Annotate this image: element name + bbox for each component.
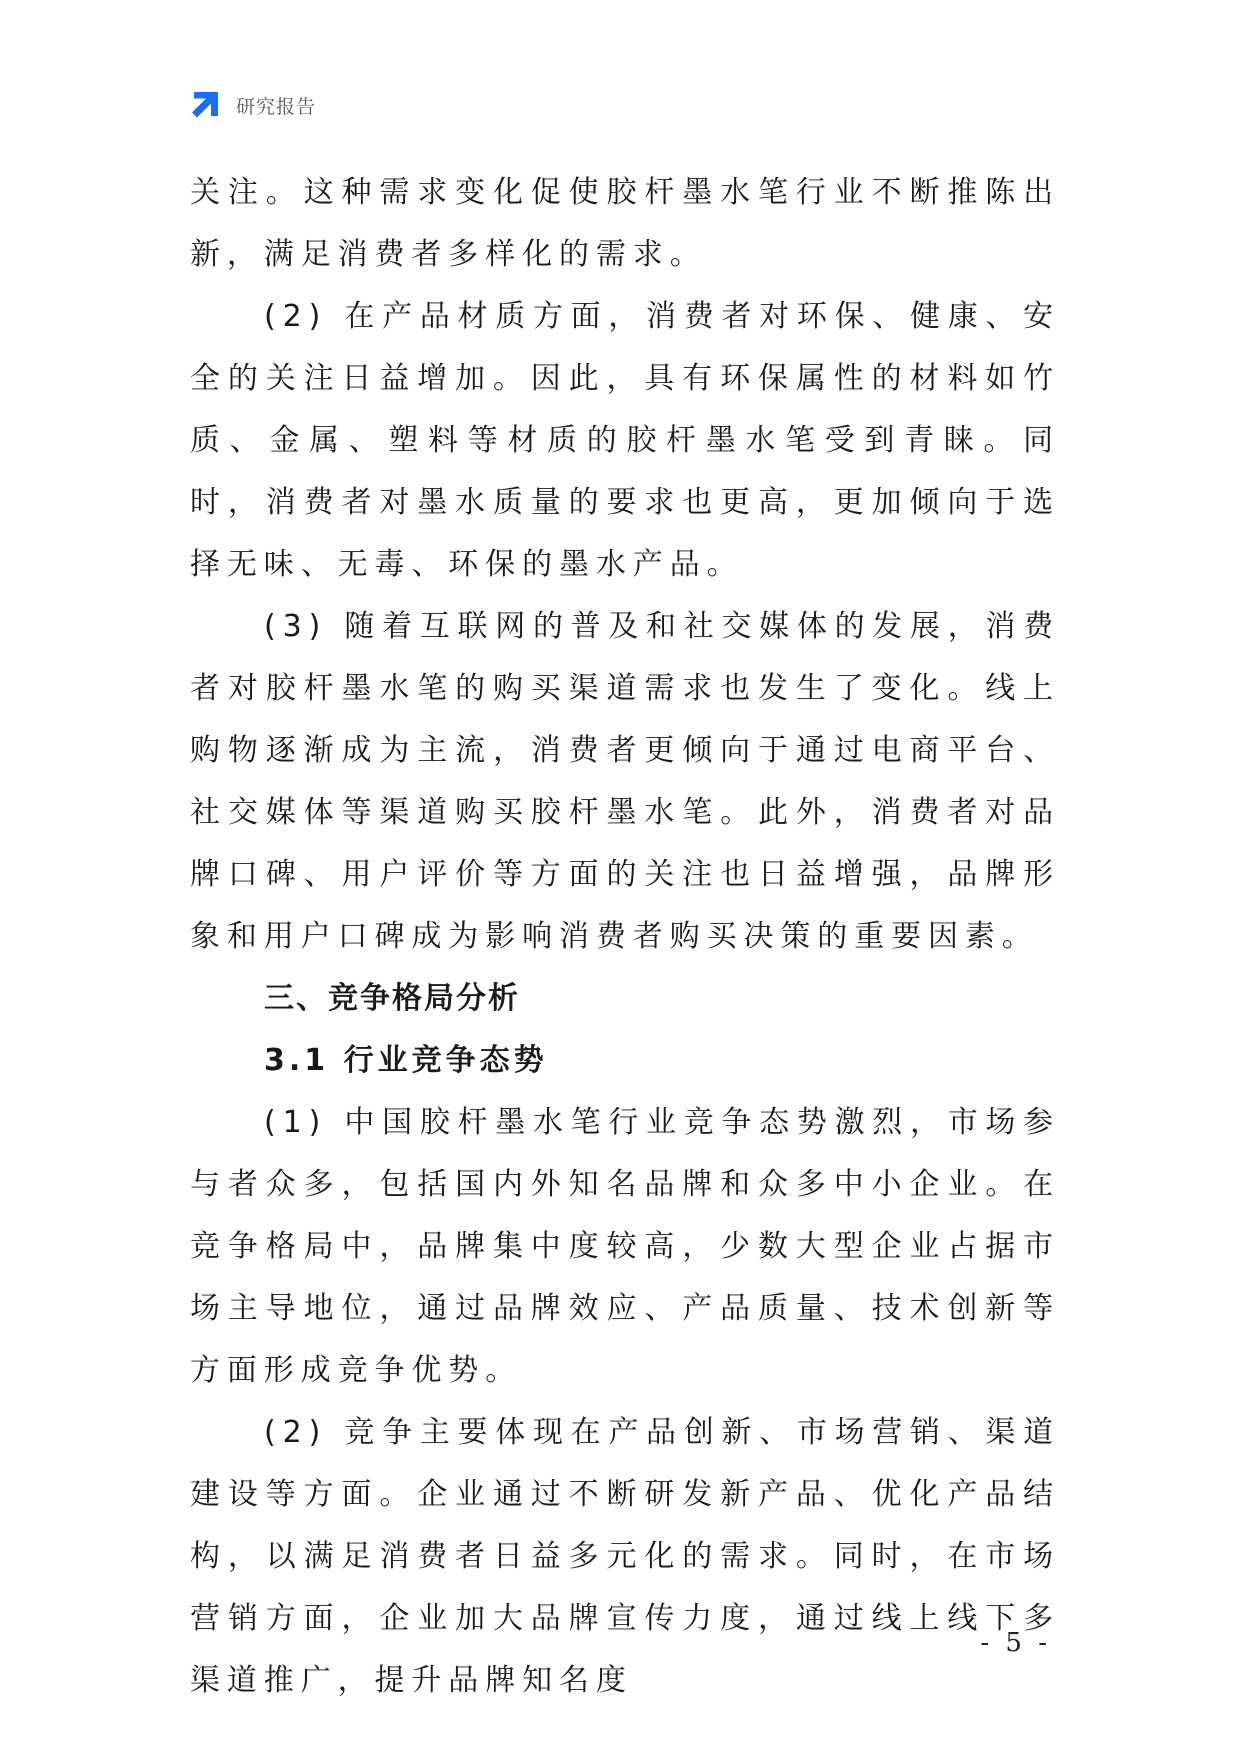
header-title: 研究报告 [236,95,317,118]
arrow-up-right-icon [188,88,222,122]
document-body [190,162,1060,1712]
section-heading: 三、竞争格局分析 [264,981,520,1016]
paragraph-purchase-channel: (3) 随着互联网的普及和社交媒体的发展，消费者对胶杆墨水笔的购买渠道需求也发生了变化。线上购物逐渐成为主流，消费者更倾向于通过电商平台、社交媒体等渠道购买胶杆墨水笔。此外，消费者对品牌口碑、用户评价等方面的关注也日益增强，品牌形象和用户口碑成为影响消费者购买决策的重要因素。 [190,609,1060,954]
paragraph-product-material: (2) 在产品材质方面，消费者对环保、健康、安全的关注日益增加。因此，具有环保属性的材料如竹质、金属、塑料等材质的胶杆墨水笔受到青睐。同时，消费者对墨水质量的要求也更高，更加倾向于选择无味、无毒、环保的墨水产品。 [190,299,1060,582]
page-number: - 5 - [980,1628,1051,1658]
paragraph-competition-2: (2) 竞争主要体现在产品创新、市场营销、渠道建设等方面。企业通过不断研发新产品、优化产品结构，以满足消费者日益多元化的需求。同时，在市场营销方面，企业加大品牌宣传力度，通过线上线下多渠道推广，提升品牌知名度 [190,1415,1060,1698]
paragraph-continuation: 关注。这种需求变化促使胶杆墨水笔行业不断推陈出新，满足消费者多样化的需求。 [190,175,1060,272]
subsection-heading: 3.1 行业竞争态势 [264,1043,548,1078]
paragraph-competition-1: (1) 中国胶杆墨水笔行业竞争态势激烈，市场参与者众多，包括国内外知名品牌和众多中小企业。在竞争格局中，品牌集中度较高，少数大型企业占据市场主导地位，通过品牌效应、产品质量、技术创新等方面形成竞争优势。 [190,1105,1060,1388]
report-header [188,88,316,122]
